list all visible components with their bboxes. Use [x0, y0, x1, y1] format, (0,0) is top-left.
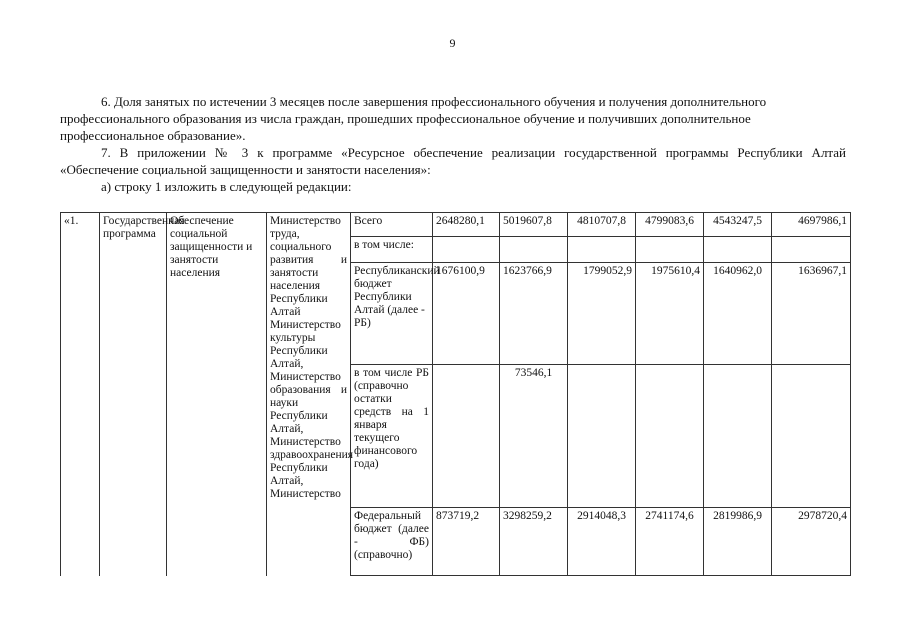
value-cell: 873719,2 — [433, 508, 500, 576]
paragraph-6: 6. Доля занятых по истечении 3 месяцев после завершения профессионального обучения и получения дополнительного профессионального образования из числа граждан, прошедших профессиональное обучение и получивших дополнительное профессиональное образование». — [60, 94, 767, 143]
value-cell — [433, 237, 500, 263]
value-cell: 4543247,5 — [704, 213, 772, 237]
program-goal-cell: Обеспечение социальной защищенности и занятости населения — [167, 213, 267, 576]
value-cell: 2741174,6 — [636, 508, 704, 576]
value-cell — [704, 365, 772, 508]
value-cell: 1676100,9 — [433, 263, 500, 365]
value-cell: 4799083,6 — [636, 213, 704, 237]
value-cell — [568, 237, 636, 263]
value-cell: 2648280,1 — [433, 213, 500, 237]
table-row — [61, 213, 851, 237]
value-cell — [772, 365, 851, 508]
value-cell — [568, 365, 636, 508]
value-cell — [636, 365, 704, 508]
value-cell: 1623766,9 — [500, 263, 568, 365]
value-cell — [636, 237, 704, 263]
value-cell — [500, 237, 568, 263]
executors-cell: Министерство труда, социального развития и занятости населения Республики Алтай Министерство культуры Республики Алтай, Министерство образования и науки Республики Алтай, Министерство здравоохранения Республики Алтай, Министерство — [267, 213, 351, 576]
row-label-rb: Республиканский бюджет Республики Алтай (далее - РБ) — [351, 263, 433, 365]
value-cell — [704, 237, 772, 263]
value-cell: 1636967,1 — [772, 263, 851, 365]
value-cell: 73546,1 — [500, 365, 568, 508]
paragraph-a: а) строку 1 изложить в следующей редакции: — [101, 179, 352, 194]
resource-table — [60, 212, 851, 576]
value-cell: 1975610,4 — [636, 263, 704, 365]
value-cell: 4810707,8 — [568, 213, 636, 237]
value-cell: 5019607,8 — [500, 213, 568, 237]
page-number: 9 — [449, 36, 456, 50]
value-cell: 1640962,0 — [704, 263, 772, 365]
row-label-total: Всего — [351, 213, 433, 237]
row-label-including: в том числе: — [351, 237, 433, 263]
value-cell: 3298259,2 — [500, 508, 568, 576]
row-number-cell: «1. — [61, 213, 100, 576]
value-cell — [772, 237, 851, 263]
value-cell: 4697986,1 — [772, 213, 851, 237]
paragraph-7: 7. В приложении № 3 к программе «Ресурсное обеспечение реализации государственной программы Республики Алтай «Обеспечение социальной защищенности и занятости населения»: — [60, 145, 846, 177]
row-label-fb: Федеральный бюджет (далее - ФБ) (справочно) — [351, 508, 433, 576]
value-cell — [433, 365, 500, 508]
value-cell: 2978720,4 — [772, 508, 851, 576]
row-label-rb-balance: в том числе РБ (справочно остатки средств на 1 января текущего финансового года) — [351, 365, 433, 508]
value-cell: 2914048,3 — [568, 508, 636, 576]
program-name-cell: Государственная программа — [100, 213, 167, 576]
value-cell: 1799052,9 — [568, 263, 636, 365]
value-cell: 2819986,9 — [704, 508, 772, 576]
